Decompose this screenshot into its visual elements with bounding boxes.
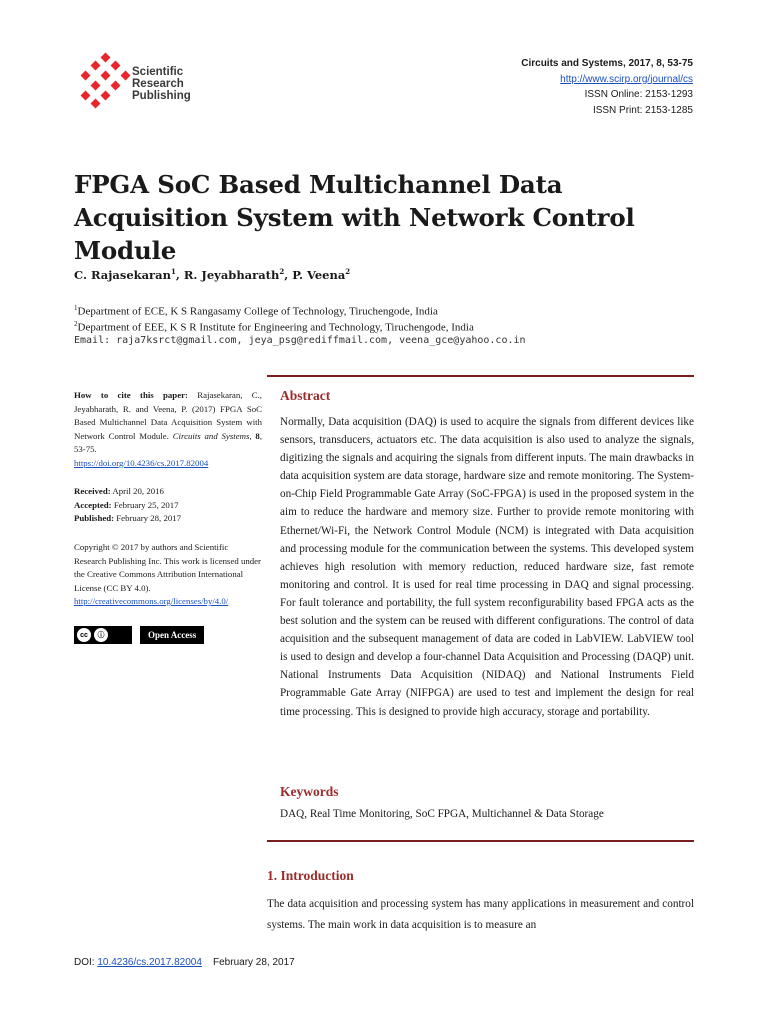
affiliation-sup: 2 [74, 320, 78, 328]
doi-link[interactable]: https://doi.org/10.4236/cs.2017.82004 [74, 457, 209, 468]
cite-text: Rajasekaran, C., Jeyabharath, R. and Veena, P. (2017) FPGA SoC Based Multichannel Data Acquisition System with Network Control Module. [74, 390, 262, 441]
received-date: April 20, 2016 [110, 486, 164, 496]
keywords-text: DAQ, Real Time Monitoring, SoC FPGA, Multichannel & Data Storage [280, 808, 604, 820]
keywords-heading: Keywords [280, 784, 339, 799]
footer-doi-link[interactable]: 10.4236/cs.2017.82004 [97, 957, 202, 968]
cite-journal: Circuits and Systems [172, 430, 250, 441]
abstract-text: Normally, Data acquisition (DAQ) is used to acquire the signals from different devices like sensors, transducers, actuators etc. The data acquisition is also used to analyze the signals, digitizing the signals and acquiring the signals from different inputs. The main drawbacks in data acquisition system are data storage, hardware size and remote monitoring. The System-on-Chip Field Programmable Gate Array (SoC-FPGA) is used in the proposed system in the aim to reduce the hardware and memory size. Further to provide remote monitoring with Ethernet/Wi-Fi, the Network Control Module (NCM) is integrated with Data acquisition and processing module for the communication between the systems. This developed system achieves high resolution with memory reduction, reduced hardware size, fast remote monitoring and control. It is used for real time processing in DAQ and signal processing. For fault tolerance and portability, the full system reconfigurability based FPGA acts as the best solution and the system can be reused with different configurations. The control of data acquisition and the subsequent management of data are coded in LabVIEW. LabVIEW tool is used to design and develop a four-channel Data Acquisition and Processing (DAQP) unit. National Instruments Data Acquisition (NIDAQ) and National Instruments Field Programmable Gate Array (NIFPGA) are used to test and implement the design for real time processing. This is designed to provide high accuracy, storage and portability. [280, 416, 694, 718]
footer-doi-label: DOI: [74, 957, 98, 968]
introduction-text: The data acquisition and processing system has many applications in measurement and control systems. The main work in data acquisition is to measure an [267, 898, 694, 931]
received-label: Received: [74, 486, 111, 496]
author-name: P. Veena [292, 267, 346, 282]
author-sup: 2 [345, 267, 351, 276]
accepted-date: February 25, 2017 [111, 499, 179, 510]
cc-icon: cc [77, 628, 91, 642]
author-sup: 2 [279, 267, 285, 276]
publication-dates [74, 485, 262, 526]
publisher-name-line3: Publishing [132, 90, 191, 102]
how-to-cite: How to cite this paper: Rajasekaran, C., Jeyabharath, R. and Veena, P. (2017) FPGA SoC Based Multichannel Data Acquisition System with Network Control Module. Circuits and Systems, 8, 53-75. https://doi.org/10.4236/cs.2017.82004 [74, 390, 263, 468]
author-name: C. Rajasekaran [74, 267, 171, 282]
journal-url-link[interactable]: http://www.scirp.org/journal/cs [560, 73, 693, 85]
journal-citation: Circuits and Systems, 2017, 8, 53-75 [521, 58, 693, 69]
issn-print: ISSN Print: 2153-1285 [592, 104, 693, 116]
author-name: R. Jeyabharath [183, 267, 280, 282]
footer-date: February 28, 2017 [213, 957, 295, 968]
published-date: February 28, 2017 [114, 513, 182, 523]
author-sep: , [175, 267, 184, 282]
publisher-name-line2: Research [132, 78, 184, 90]
cc-by-badge[interactable] [74, 626, 132, 644]
author-list [74, 267, 350, 282]
issn-online: ISSN Online: 2153-1293 [584, 89, 693, 100]
publisher-name [132, 66, 191, 102]
affiliation-sup: 1 [74, 304, 78, 312]
paper-title: FPGA SoC Based Multichannel Data Acquisition System with Network Control Module [74, 170, 635, 265]
published-label: Published: [74, 513, 115, 523]
cite-pages: , 53-75. [74, 430, 263, 454]
license-badges [74, 626, 204, 644]
affiliation-text: Department of ECE, K S Rangasamy College of Technology, Tiruchengode, India [77, 305, 438, 318]
copyright-text: Copyright © 2017 by authors and Scientific Research Publishing Inc. This work is licensed under the Creative Commons Attribution International License (CC BY 4.0). [74, 542, 261, 593]
cite-label: How to cite this paper: [74, 390, 188, 400]
keywords-bottom-rule [267, 840, 694, 842]
open-access-badge: Open Access [140, 626, 204, 644]
author-emails: Email: raja7ksrct@gmail.com, jeya_psg@rediffmail.com, veena_gce@yahoo.co.in [74, 335, 526, 346]
author-sup: 1 [170, 267, 176, 276]
attribution-icon: ⓘ [94, 628, 108, 642]
license-link[interactable]: http://creativecommons.org/licenses/by/4.0/ [74, 596, 229, 606]
page-footer [74, 957, 295, 968]
publisher-name-line1: Scientific [132, 66, 184, 78]
affiliation-text: Department of EEE, K S R Institute for Engineering and Technology, Tiruchengode, India [77, 321, 474, 334]
journal-info [521, 56, 693, 118]
publisher-logo-icon [76, 52, 136, 110]
author-sep: , [284, 267, 293, 282]
abstract-top-rule [267, 375, 694, 377]
cite-volume: 8 [255, 430, 260, 441]
introduction-heading: 1. Introduction [267, 868, 354, 883]
copyright-notice [74, 541, 262, 609]
abstract-heading: Abstract [280, 388, 331, 403]
accepted-label: Accepted: [74, 499, 112, 510]
affiliation [74, 317, 474, 336]
